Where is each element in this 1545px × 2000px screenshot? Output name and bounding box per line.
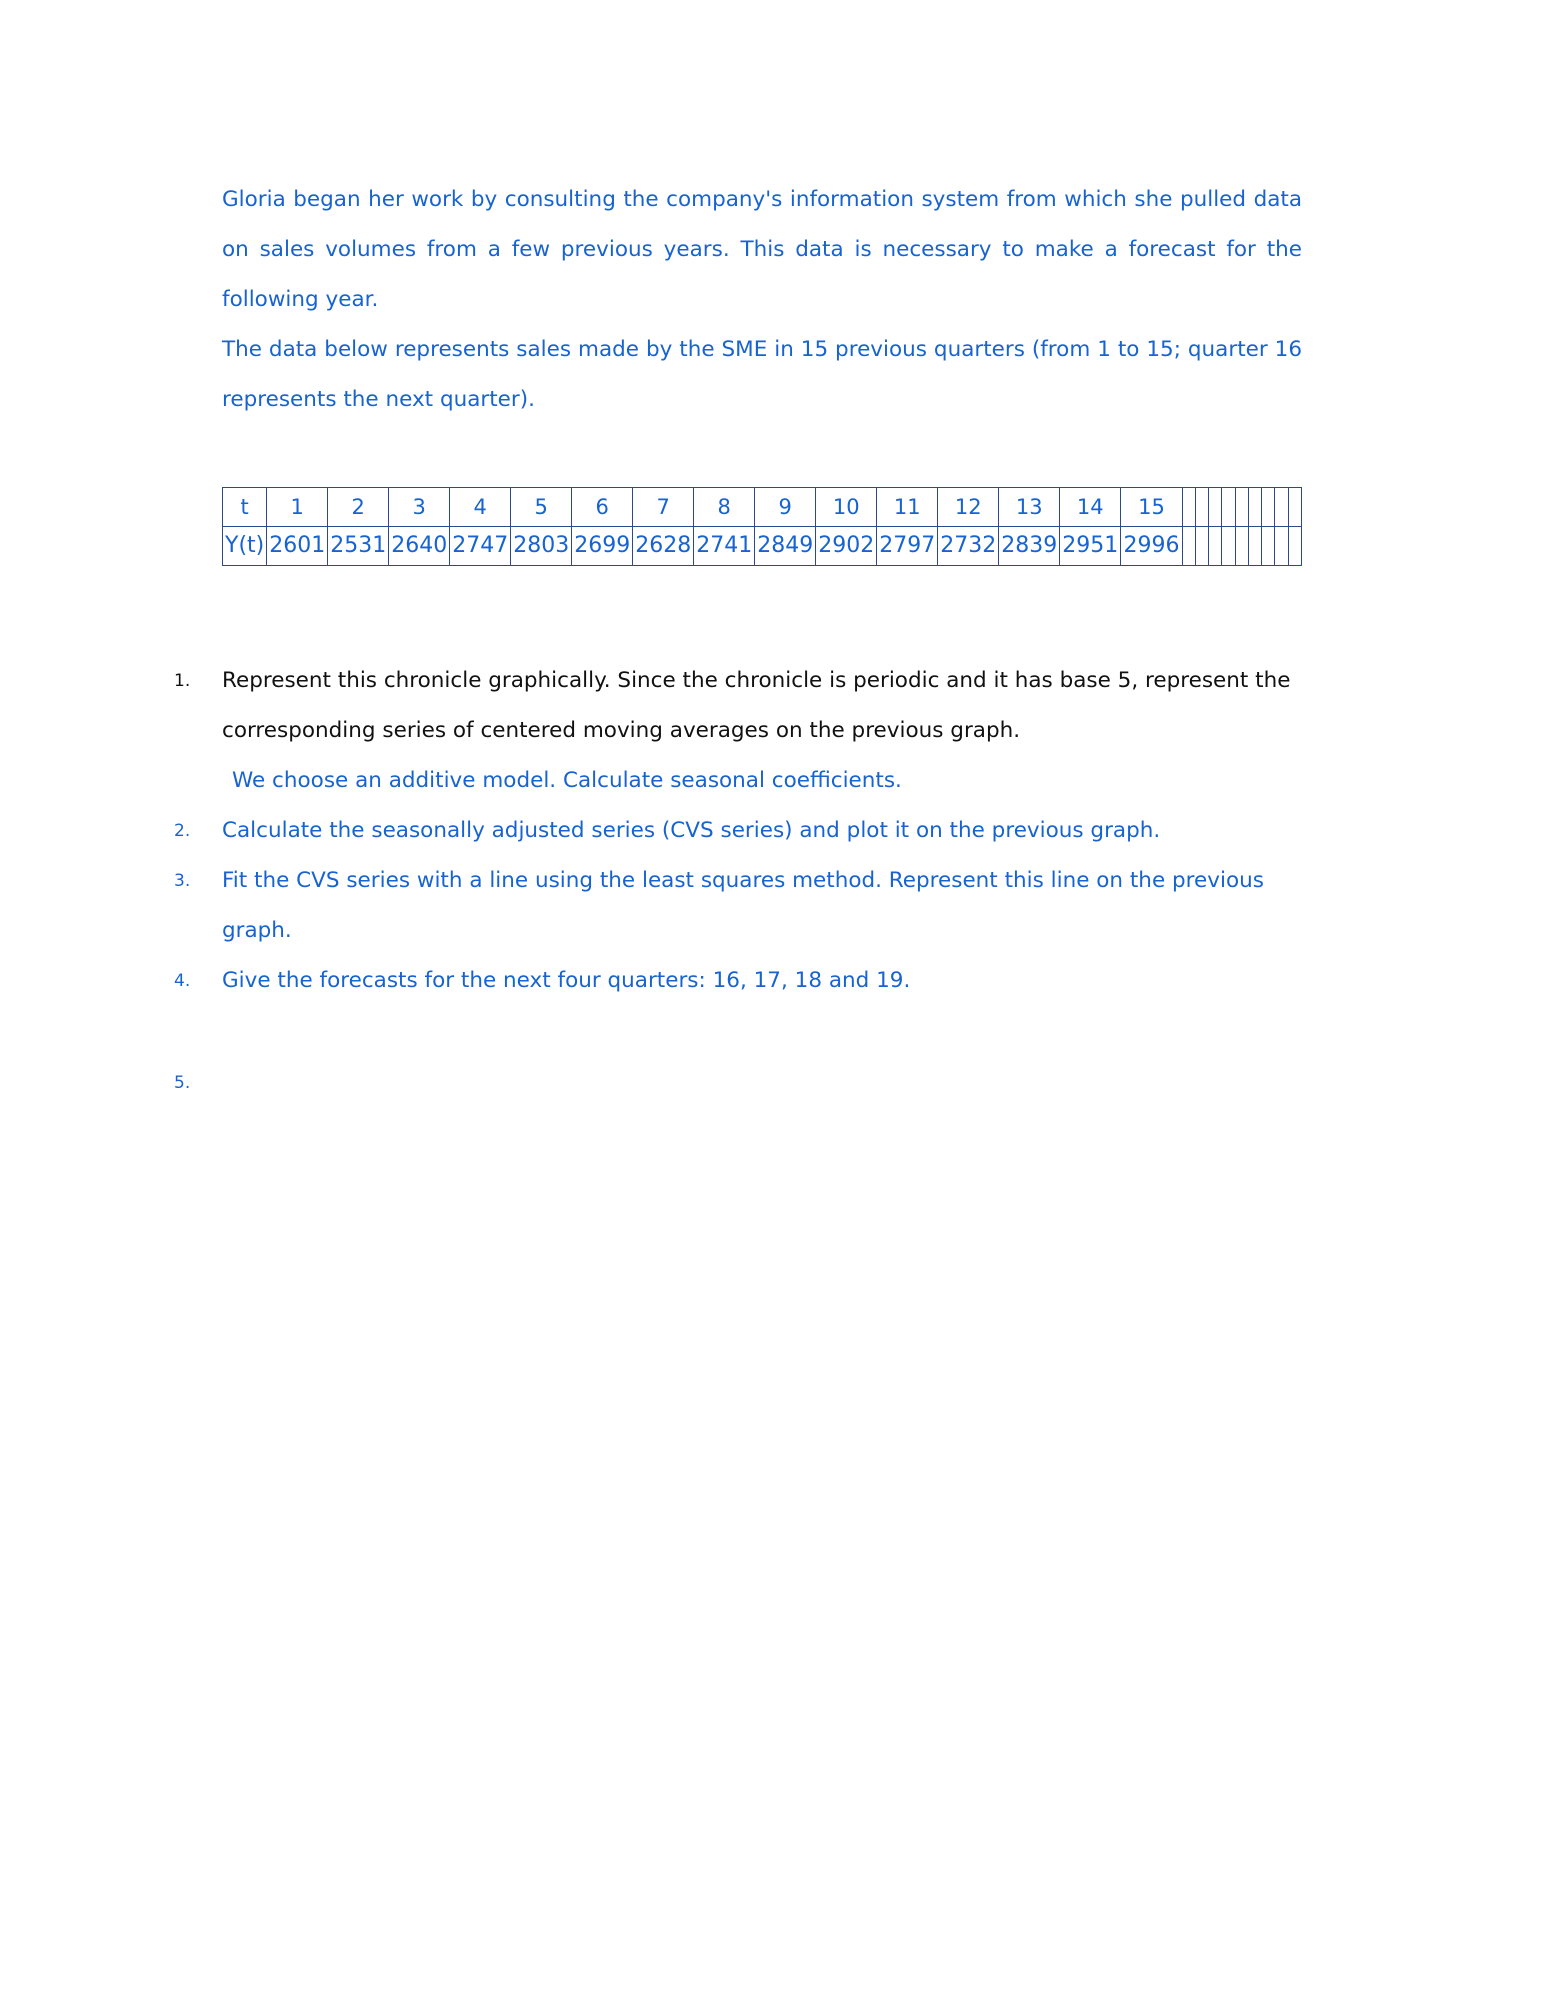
spacer	[222, 425, 1302, 477]
list-item-number: 2.	[174, 821, 191, 841]
empty-cell	[1275, 527, 1288, 566]
period-cell: 1	[267, 488, 328, 527]
table-row	[223, 488, 1302, 527]
value-cell: 2951	[1060, 527, 1121, 566]
value-cell: 2996	[1121, 527, 1183, 566]
empty-cell	[1182, 527, 1195, 566]
row-label-t: t	[223, 488, 267, 527]
list-item	[174, 656, 1302, 756]
value-cell: 2601	[267, 527, 328, 566]
empty-cell	[1248, 527, 1261, 566]
value-cell: 2699	[572, 527, 633, 566]
value-cell: 2640	[389, 527, 450, 566]
value-cell: 2732	[938, 527, 999, 566]
empty-cell	[1235, 488, 1248, 527]
data-table-wrapper	[222, 487, 1302, 566]
intro-paragraph-2: The data below represents sales made by the SME in 15 previous quarters (from 1 to 15; quarter 16 represents the next quarter).	[222, 337, 1302, 412]
period-cell: 7	[633, 488, 694, 527]
empty-cell	[1196, 527, 1209, 566]
empty-cell	[1248, 488, 1261, 527]
list-item-text: Calculate the seasonally adjusted series (CVS series) and plot it on the previous graph.	[222, 818, 1161, 843]
period-cell: 2	[328, 488, 389, 527]
period-cell: 8	[694, 488, 755, 527]
table-row	[223, 527, 1302, 566]
period-cell: 6	[572, 488, 633, 527]
value-cell: 2839	[999, 527, 1060, 566]
empty-cell	[1235, 527, 1248, 566]
empty-cell	[1196, 488, 1209, 527]
empty-cell	[1209, 527, 1222, 566]
empty-cell	[1182, 488, 1195, 527]
empty-cell	[1288, 488, 1301, 527]
period-cell: 14	[1060, 488, 1121, 527]
period-cell: 13	[999, 488, 1060, 527]
list-item-text: Give the forecasts for the next four quarters: 16, 17, 18 and 19.	[222, 968, 911, 993]
list-item-number: 1.	[174, 671, 191, 691]
list-item-number: 5.	[174, 1073, 191, 1093]
list-item-text: Represent this chronicle graphically. Since the chronicle is periodic and it has base 5, represent the corresponding series of centered moving averages on the previous graph.	[222, 668, 1291, 743]
list-item	[174, 856, 1302, 956]
empty-cell	[1222, 488, 1235, 527]
period-cell: 15	[1121, 488, 1183, 527]
intro-paragraph-1: Gloria began her work by consulting the company's information system from which she pulled data on sales volumes from a few previous years. This data is necessary to make a forecast for the following year.	[222, 187, 1302, 312]
value-cell: 2531	[328, 527, 389, 566]
empty-cell	[1222, 527, 1235, 566]
empty-cell	[1262, 527, 1275, 566]
value-cell: 2849	[755, 527, 816, 566]
period-cell: 3	[389, 488, 450, 527]
empty-cell	[1262, 488, 1275, 527]
value-cell: 2902	[816, 527, 877, 566]
list-item	[174, 956, 1302, 1006]
period-cell: 11	[877, 488, 938, 527]
value-cell: 2797	[877, 527, 938, 566]
list-item	[232, 756, 1302, 806]
empty-cell	[1275, 488, 1288, 527]
period-cell: 4	[450, 488, 511, 527]
period-cell: 12	[938, 488, 999, 527]
sales-data-table	[222, 487, 1302, 566]
value-cell: 2628	[633, 527, 694, 566]
document-body	[174, 175, 1302, 1093]
value-cell: 2747	[450, 527, 511, 566]
question-list	[174, 656, 1302, 1093]
period-cell: 5	[511, 488, 572, 527]
list-item-number: 3.	[174, 871, 191, 891]
value-cell: 2741	[694, 527, 755, 566]
list-item-number: 4.	[174, 971, 191, 991]
list-item-text: We choose an additive model. Calculate seasonal coefficients.	[232, 768, 902, 793]
empty-cell	[1288, 527, 1301, 566]
value-cell: 2803	[511, 527, 572, 566]
list-item-text: Fit the CVS series with a line using the least squares method. Represent this line on the previous graph.	[222, 868, 1264, 943]
period-cell: 10	[816, 488, 877, 527]
row-label-yt: Y(t)	[223, 527, 267, 566]
period-cell: 9	[755, 488, 816, 527]
empty-cell	[1209, 488, 1222, 527]
list-item	[174, 806, 1302, 856]
